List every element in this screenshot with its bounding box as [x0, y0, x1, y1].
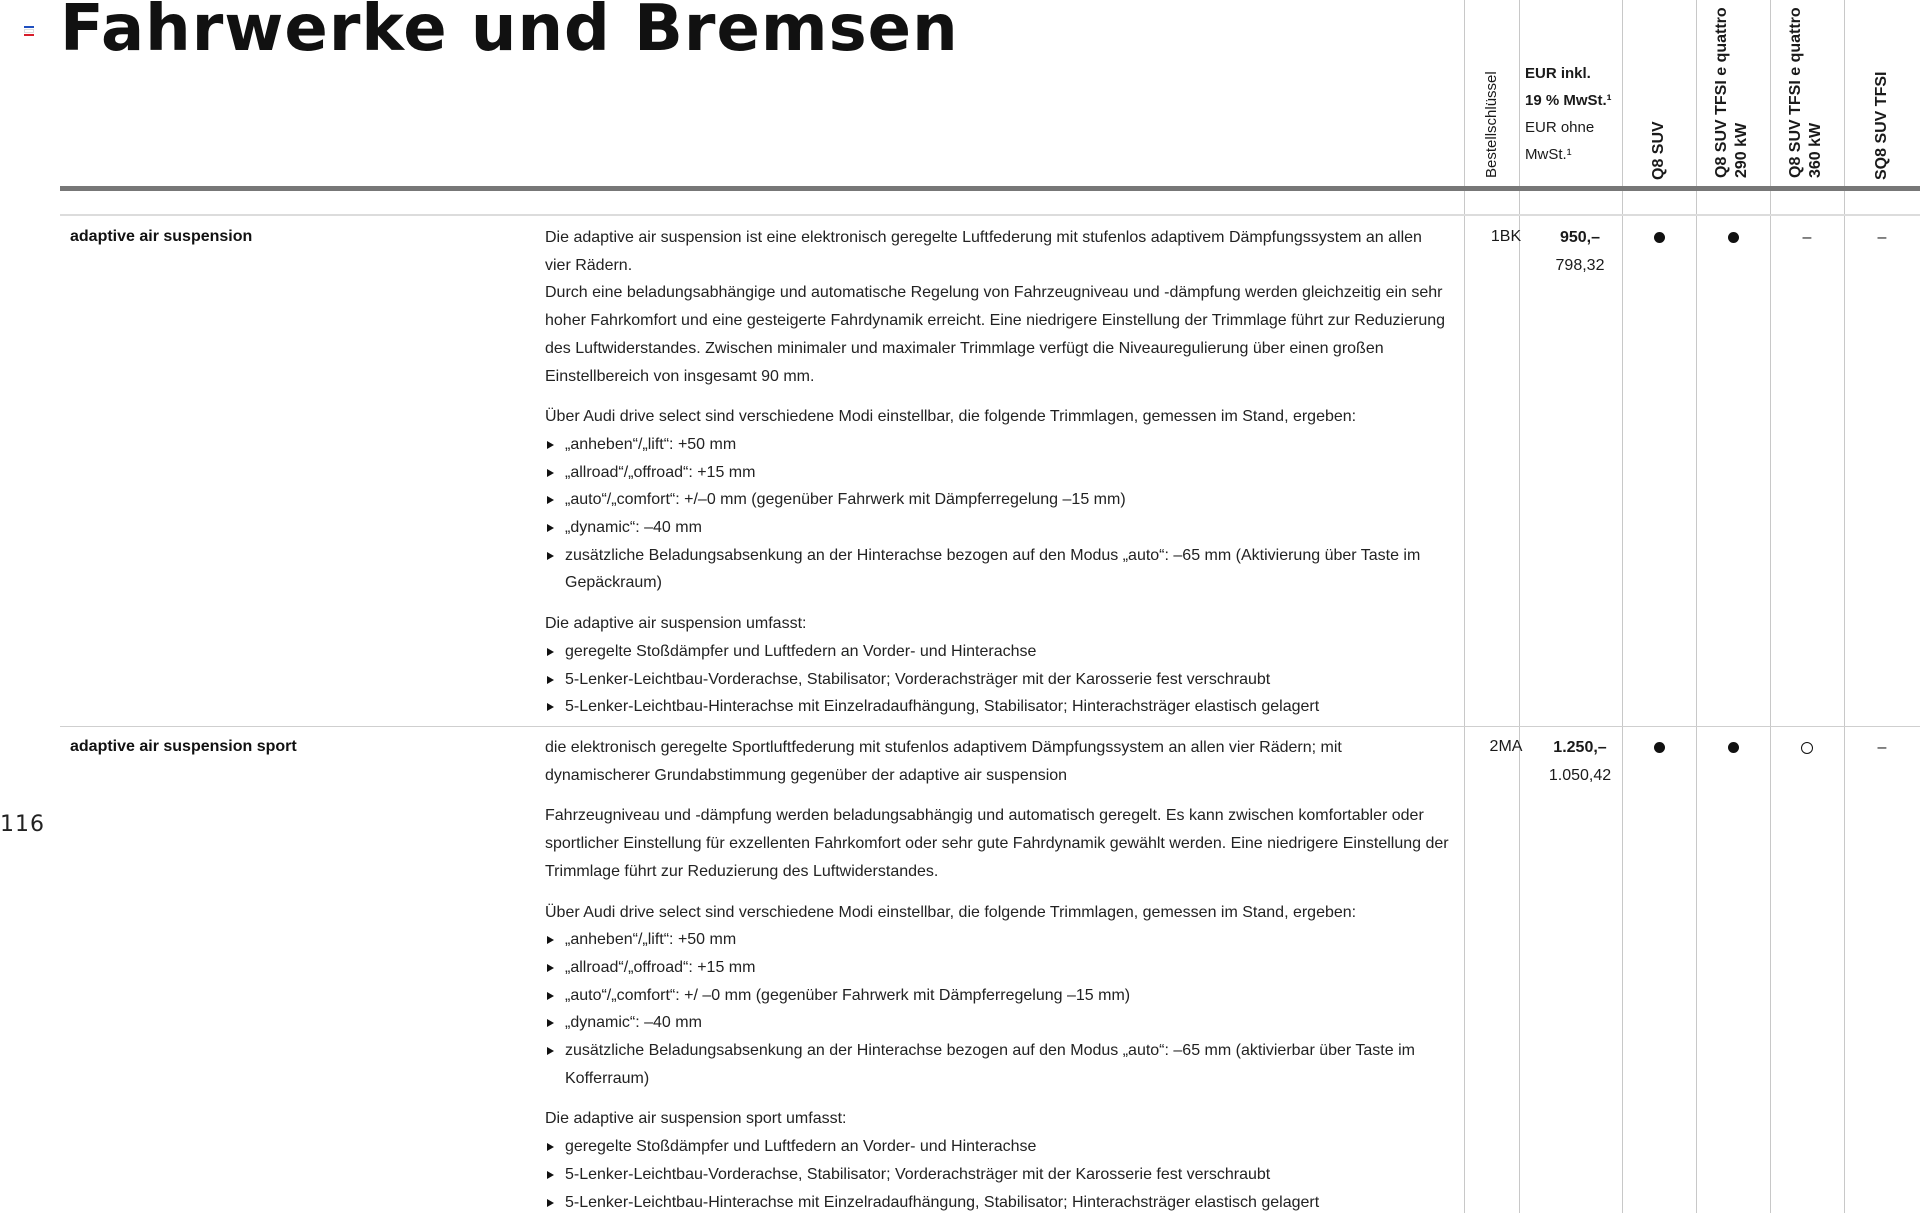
- availability-mark: [1787, 738, 1827, 760]
- description-paragraph: Die adaptive air suspension ist eine elektronisch geregelte Luftfederung mit stufenlos adaptivem Dämpfungssystem an allen vier Rädern.: [545, 229, 1422, 274]
- order-code: 1BK: [1490, 228, 1522, 245]
- header-price-net-2: MwSt.¹: [1525, 146, 1572, 163]
- standard-dot-icon: [1654, 232, 1665, 243]
- includes-list: [545, 1133, 1450, 1216]
- header-model-power: 290 kW: [1733, 122, 1750, 178]
- list-item: zusätzliche Beladungsabsenkung an der Hinterachse bezogen auf den Modus „auto“: –65 mm (Aktivierung über Taste im Gepäckraum): [545, 542, 1450, 597]
- header-rule: [60, 186, 1920, 191]
- price: [1520, 224, 1640, 280]
- header-model-power: 360 kW: [1807, 122, 1824, 178]
- order-code: 2MA: [1489, 738, 1523, 755]
- standard-dot-icon: [1654, 742, 1665, 753]
- list-item: geregelte Stoßdämpfer und Luftfedern an Vorder- und Hinterachse: [545, 638, 1450, 666]
- availability-mark: –: [1877, 739, 1887, 756]
- feature-description: [545, 734, 1450, 1216]
- availability-mark: [1639, 738, 1679, 759]
- availability-mark: –: [1877, 229, 1887, 246]
- column-divider: [1844, 0, 1845, 1213]
- header-price: [1525, 60, 1625, 168]
- header-price-net-1: EUR ohne: [1525, 119, 1595, 136]
- header-model-sq8-name: SQ8 SUV TFSI: [1873, 71, 1890, 180]
- column-divider: [1770, 0, 1771, 1213]
- list-item: „allroad“/„offroad“: +15 mm: [545, 459, 1450, 487]
- page-number: 116: [0, 812, 45, 837]
- header-subrule: [60, 214, 1920, 216]
- price-net: 798,32: [1555, 257, 1605, 274]
- feature-name: adaptive air suspension sport: [70, 738, 297, 755]
- page-title: Fahrwerke und Bremsen: [60, 0, 959, 66]
- feature-name: adaptive air suspension: [70, 228, 253, 245]
- list-item: „dynamic“: –40 mm: [545, 514, 1450, 542]
- list-item: 5-Lenker-Leichtbau-Hinterachse mit Einzelradaufhängung, Stabilisator; Hinterachsträger elastisch gelagert: [545, 693, 1450, 721]
- list-item: „allroad“/„offroad“: +15 mm: [545, 954, 1450, 982]
- header-model-q8-tfsie-360: [1786, 8, 1826, 178]
- list-item: „anheben“/„lift“: +50 mm: [545, 431, 1450, 459]
- list-item: geregelte Stoßdämpfer und Luftfedern an Vorder- und Hinterachse: [545, 1133, 1450, 1161]
- header-model-name: Q8 SUV TFSI e quattro: [1713, 7, 1730, 178]
- availability-mark: [1713, 228, 1753, 249]
- list-item: „dynamic“: –40 mm: [545, 1009, 1450, 1037]
- list-item: „anheben“/„lift“: +50 mm: [545, 926, 1450, 954]
- column-divider: [1464, 0, 1465, 1213]
- header-order-code: Bestellschlüssel: [1483, 71, 1500, 178]
- list-item: „auto“/„comfort“: +/–0 mm (gegenüber Fahrwerk mit Dämpferregelung –15 mm): [545, 486, 1450, 514]
- list-item: 5-Lenker-Leichtbau-Vorderachse, Stabilisator; Vorderachsträger mit der Karosserie fest verschraubt: [545, 666, 1450, 694]
- availability-mark: [1639, 228, 1679, 249]
- modes-list: [545, 431, 1450, 597]
- column-divider: [1622, 0, 1623, 1213]
- list-item: 5-Lenker-Leichtbau-Hinterachse mit Einzelradaufhängung, Stabilisator; Hinterachsträger elastisch gelagert: [545, 1189, 1450, 1216]
- flag-icon: [24, 26, 34, 34]
- price-net: 1.050,42: [1548, 767, 1612, 784]
- price-gross: 950,–: [1559, 229, 1601, 246]
- price: [1520, 734, 1640, 790]
- description-paragraph: Fahrzeugniveau und -dämpfung werden beladungsabhängig und automatisch geregelt. Es kann zwischen komfortabler oder sportlicher Einstellung für exzellenten Fahrkomfort oder sehr gute Fahrdynamik gewählt werden. Eine niedrigere Einstellung der Trimmlage führt zur Reduzierung des Luftwiderstandes.: [545, 807, 1449, 880]
- header-model-sq8: [1872, 72, 1892, 180]
- row-separator: [60, 726, 1920, 727]
- includes-list: [545, 638, 1450, 721]
- header-model-q8-tfsie-290: [1712, 8, 1752, 178]
- modes-list: [545, 926, 1450, 1092]
- list-item: „auto“/„comfort“: +/ –0 mm (gegenüber Fahrwerk mit Dämpferregelung –15 mm): [545, 982, 1450, 1010]
- standard-dot-icon: [1728, 232, 1739, 243]
- column-divider: [1519, 0, 1520, 1213]
- includes-intro: Die adaptive air suspension sport umfasst:: [545, 1110, 847, 1128]
- includes-intro: Die adaptive air suspension umfasst:: [545, 615, 807, 633]
- header-model-name: Q8 SUV TFSI e quattro: [1787, 7, 1804, 178]
- description-paragraph: Durch eine beladungsabhängige und automatische Regelung von Fahrzeugniveau und -dämpfung werden gleichzeitig ein sehr hoher Fahrkomfort und eine gesteigerte Fahrdynamik erreicht. Eine niedrigere Einstellung der Trimmlage führt zur Reduzierung des Luftwiderstandes. Zwischen minimaler und maximaler Trimmlage verfügt die Niveauregulierung über einen großen Einstellbereich von insgesamt 90 mm.: [545, 284, 1446, 385]
- feature-description: [545, 224, 1450, 721]
- availability-mark: [1713, 738, 1753, 759]
- list-item: zusätzliche Beladungsabsenkung an der Hinterachse bezogen auf den Modus „auto“: –65 mm (aktivierbar über Taste im Kofferraum): [545, 1037, 1450, 1092]
- price-gross: 1.250,–: [1553, 739, 1607, 756]
- list-item: 5-Lenker-Leichtbau-Vorderachse, Stabilisator; Vorderachsträger mit der Karosserie fest verschraubt: [545, 1161, 1450, 1189]
- modes-intro: Über Audi drive select sind verschiedene Modi einstellbar, die folgende Trimmlagen, gemessen im Stand, ergeben:: [545, 408, 1357, 426]
- header-price-gross-1: EUR inkl.: [1525, 65, 1591, 82]
- optional-circle-icon: [1801, 742, 1813, 754]
- header-price-gross-2: 19 % MwSt.¹: [1525, 92, 1612, 109]
- availability-mark: –: [1802, 229, 1812, 246]
- column-divider: [1696, 0, 1697, 1213]
- header-model-q8-name: Q8 SUV: [1650, 121, 1667, 180]
- description-paragraph: die elektronisch geregelte Sportluftfederung mit stufenlos adaptivem Dämpfungssystem an allen vier Rädern; mit dynamischerer Grundabstimmung gegenüber der adaptive air suspension: [545, 739, 1342, 784]
- modes-intro: Über Audi drive select sind verschiedene Modi einstellbar, die folgende Trimmlagen, gemessen im Stand, ergeben:: [545, 903, 1357, 921]
- header-model-q8: [1649, 110, 1669, 180]
- standard-dot-icon: [1728, 742, 1739, 753]
